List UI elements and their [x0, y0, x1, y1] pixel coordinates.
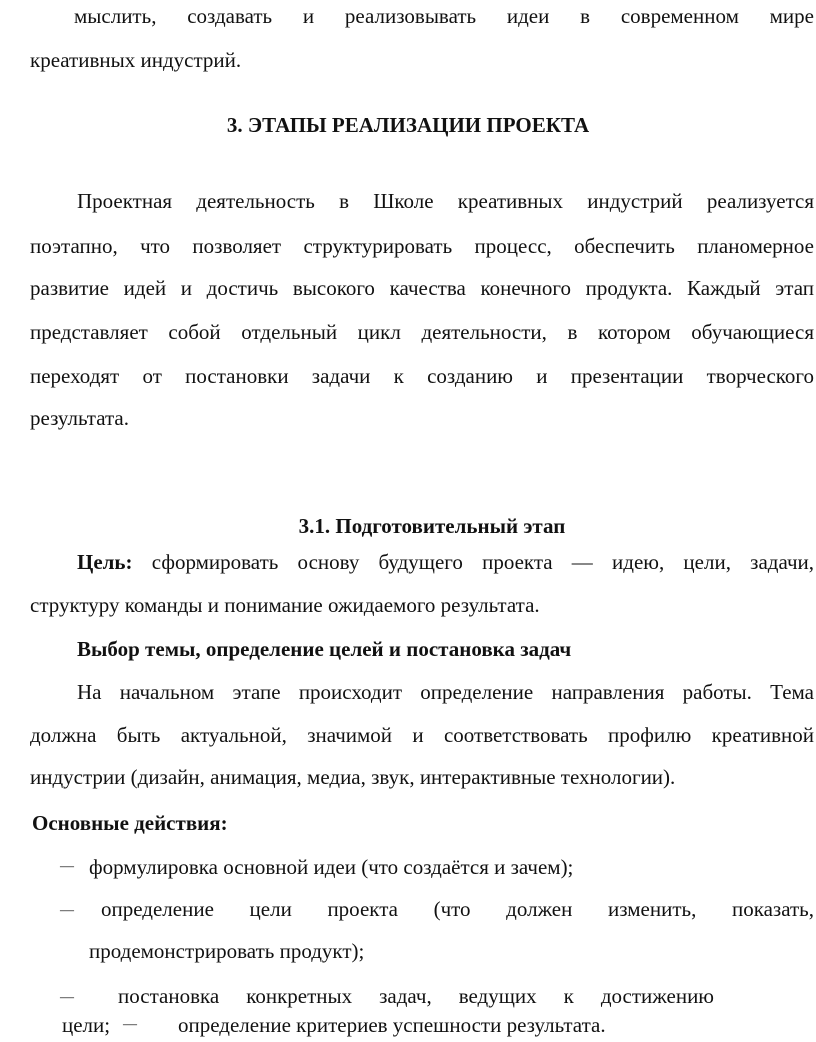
paragraph-line: развитие идей и достичь высокого качества конечного продукта. Каждый этап: [30, 276, 814, 300]
paragraph-line: На начальном этапе происходит определение направления работы. Тема: [77, 680, 814, 704]
subsection-heading: 3.1. Подготовительный этап: [298, 514, 566, 538]
list-item: формулировка основной идеи (что создаётся и зачем);: [89, 855, 574, 879]
subheading: Выбор темы, определение целей и постановка задач: [77, 637, 572, 661]
list-item: постановка конкретных задач, ведущих к достижению: [118, 984, 714, 1008]
goal-line: [77, 548, 814, 576]
dash-marker: —: [60, 903, 74, 918]
paragraph-line: должна быть актуальной, значимой и соответствовать профилю креативной: [30, 723, 814, 747]
list-item-continuation: продемонстрировать продукт);: [89, 939, 365, 963]
paragraph-line: представляет собой отдельный цикл деятельности, в котором обучающиеся: [30, 320, 814, 344]
paragraph-line: Проектная деятельность в Школе креативных индустрий реализуется: [77, 189, 814, 213]
dash-marker: —: [60, 990, 74, 1005]
dash-marker: —: [60, 859, 74, 874]
actions-heading: Основные действия:: [32, 811, 228, 835]
list-item-continuation: цели;: [62, 1013, 111, 1037]
goal-label: Цель:: [77, 550, 133, 574]
paragraph-line: поэтапно, что позволяет структурировать процесс, обеспечить планомерное: [30, 234, 814, 258]
list-item: определение цели проекта (что должен изменить, показать,: [101, 897, 814, 921]
list-item: определение критериев успешности результата.: [178, 1013, 606, 1037]
paragraph-line: переходят от постановки задачи к созданию и презентации творческого: [30, 364, 814, 388]
goal-text: сформировать основу будущего проекта — идею, цели, задачи,: [151, 550, 814, 574]
paragraph-line: результата.: [30, 406, 129, 430]
text-line: мыслить, создавать и реализовывать идеи в современном мире: [74, 4, 814, 28]
paragraph-line: индустрии (дизайн, анимация, медиа, звук, интерактивные технологии).: [30, 765, 676, 789]
goal-line: структуру команды и понимание ожидаемого результата.: [30, 593, 540, 617]
text-line: креативных индустрий.: [30, 48, 242, 72]
section-heading: 3. ЭТАПЫ РЕАЛИЗАЦИИ ПРОЕКТА: [226, 113, 590, 137]
dash-marker: —: [123, 1017, 137, 1032]
